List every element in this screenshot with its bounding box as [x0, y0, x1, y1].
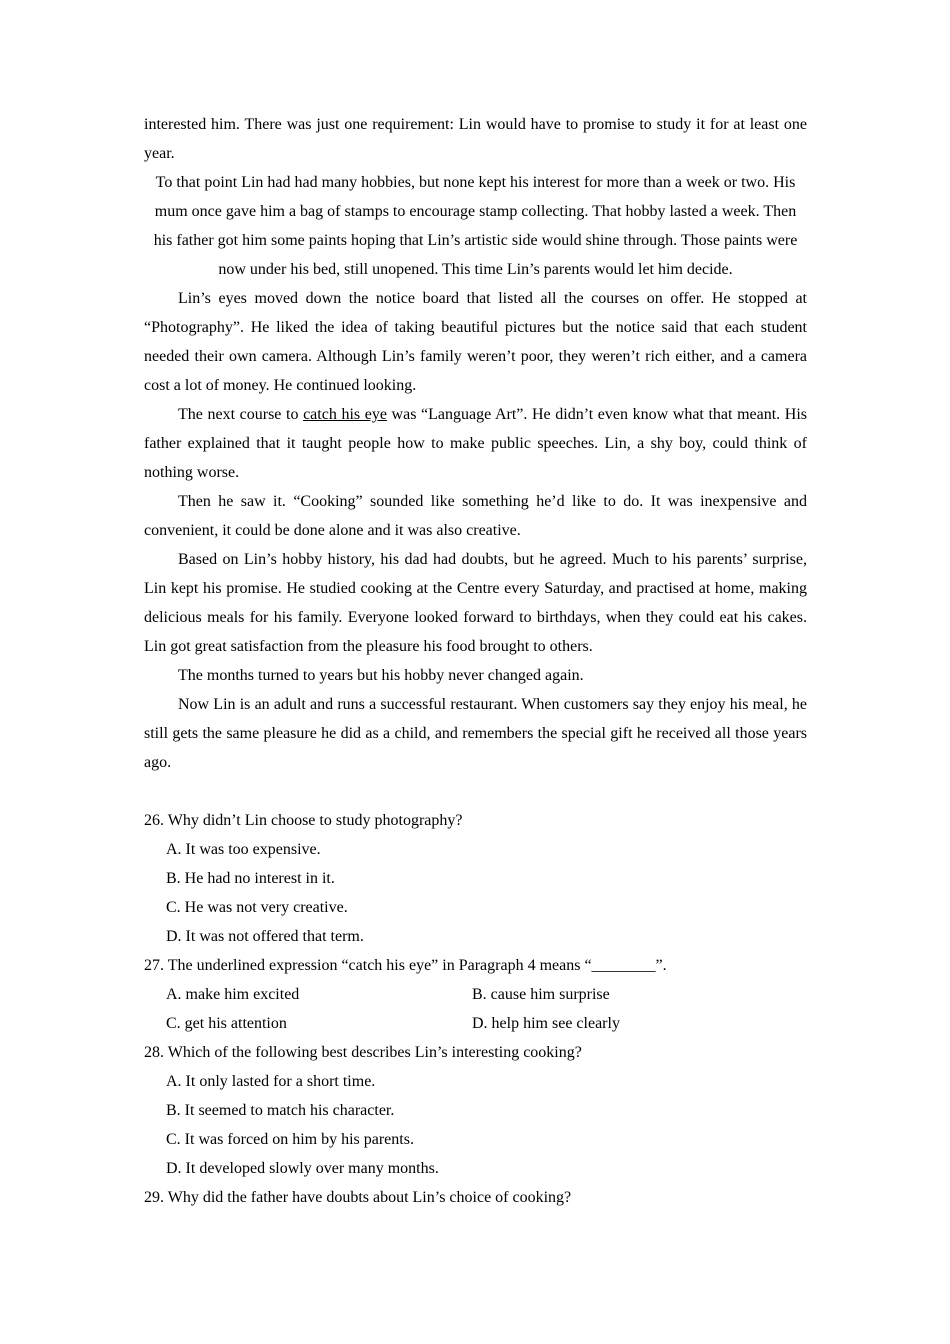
question-27: 27. The underlined expression “catch his eye” in Paragraph 4 means “________”.: [144, 957, 667, 974]
section-gap: [144, 777, 807, 806]
question-26-option-a: A. It was too expensive.: [166, 841, 321, 858]
paragraph-notice-board: Lin’s eyes moved down the notice board that listed all the courses on offer. He stopped at “Photography”. He liked the idea of taking beautiful pictures but the notice said that each student needed their own camera. Although Lin’s family weren’t poor, they weren’t rich either, and a camera cost a lot of money. He continued looking.: [144, 290, 807, 394]
question-26: 26. Why didn’t Lin choose to study photography?: [144, 812, 463, 829]
question-28-option-b: B. It seemed to match his character.: [166, 1102, 395, 1119]
paragraph-restaurant: Now Lin is an adult and runs a successful restaurant. When customers say they enjoy his meal, he still gets the same pleasure he did as a child, and remembers the special gift he received all those years ago.: [144, 696, 807, 771]
question-28: 28. Which of the following best describes Lin’s interesting cooking?: [144, 1044, 582, 1061]
question-26-option-c: C. He was not very creative.: [166, 899, 348, 916]
document-page: [144, 110, 807, 1212]
question-27-option-c: C. get his attention: [166, 1015, 287, 1032]
paragraph-years: The months turned to years but his hobby never changed again.: [178, 667, 584, 684]
question-27-option-a: A. make him excited: [166, 986, 300, 1003]
paragraph-continuation: interested him. There was just one requirement: Lin would have to promise to study it for at least one year.: [144, 116, 807, 162]
paragraph-promise: Based on Lin’s hobby history, his dad had doubts, but he agreed. Much to his parents’ surprise, Lin kept his promise. He studied cooking at the Centre every Saturday, and practised at home, making delicious meals for his family. Everyone looked forward to birthdays, when they could eat his cakes. Lin got great satisfaction from the pleasure his food brought to others.: [144, 551, 807, 655]
question-27-options-row-2: [144, 1009, 807, 1038]
question-29: 29. Why did the father have doubts about Lin’s choice of cooking?: [144, 1189, 572, 1206]
question-28-option-d: D. It developed slowly over many months.: [166, 1160, 439, 1177]
question-27-option-d: D. help him see clearly: [472, 1015, 620, 1032]
paragraph-language-art-after: was “Language Art”. He didn’t even know what that meant. His father explained that it taught people how to make public speeches. Lin, a shy boy, could think of nothing worse.: [144, 406, 808, 481]
question-28-option-a: A. It only lasted for a short time.: [166, 1073, 376, 1090]
paragraph-language-art-before: The next course to: [178, 406, 304, 423]
question-27-options-row-1: [144, 980, 807, 1009]
question-28-option-c: C. It was forced on him by his parents.: [166, 1131, 414, 1148]
paragraph-hobbies: To that point Lin had had many hobbies, but none kept his interest for more than a week or two. His mum once gave him a bag of stamps to encourage stamp collecting. That hobby lasted a week. Then his father got him some paints hoping that Lin’s artistic side would shine through. Those paints were now under his bed, still unopened. This time Lin’s parents would let him decide.: [153, 174, 798, 278]
paragraph-language-art: [144, 400, 807, 487]
question-27-option-b: B. cause him surprise: [472, 986, 610, 1003]
question-26-option-b: B. He had no interest in it.: [166, 870, 335, 887]
question-26-option-d: D. It was not offered that term.: [166, 928, 364, 945]
paragraph-cooking: Then he saw it. “Cooking” sounded like something he’d like to do. It was inexpensive and convenient, it could be done alone and it was also creative.: [144, 493, 807, 539]
underlined-expression: catch his eye: [303, 406, 387, 423]
